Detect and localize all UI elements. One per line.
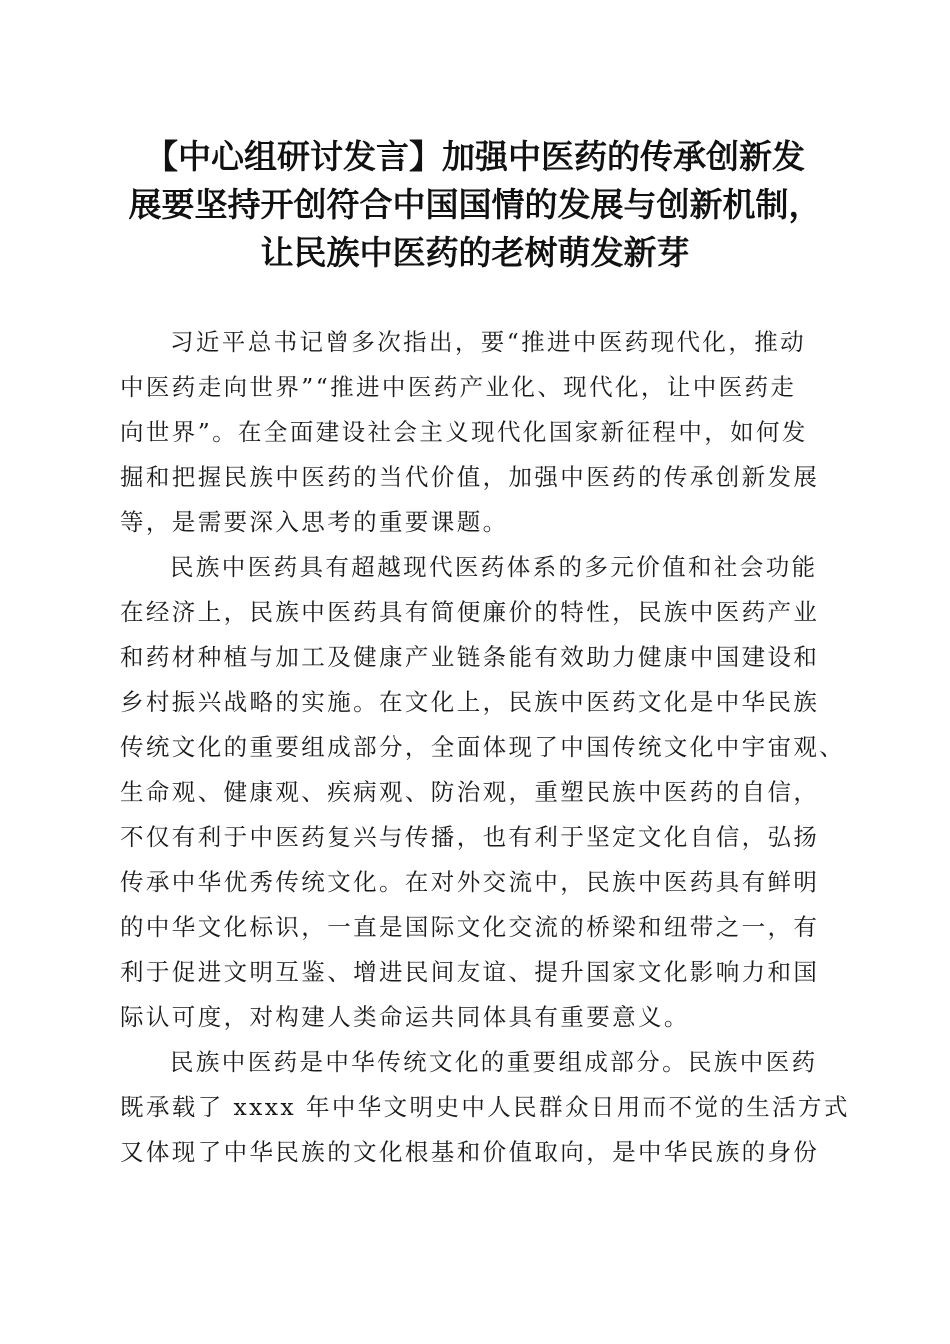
text-line: 的中华文化标识，一直是国际文化交流的桥梁和纽带之一，有	[120, 913, 820, 941]
title-line: 【中心组研讨发言】加强中医药的传承创新发	[145, 137, 805, 176]
text-line: 民族中医药具有超越现代医药体系的多元价值和社会功能	[170, 553, 818, 581]
text-line: 向世界”。在全面建设社会主义现代化国家新征程中，如何发	[120, 418, 808, 446]
paragraph-2	[120, 548, 846, 1043]
paragraph-3	[120, 1043, 850, 1178]
text-line: 等，是需要深入思考的重要课题。	[120, 508, 509, 536]
text-line: 习近平总书记曾多次指出，要“推进中医药现代化，推动	[170, 328, 807, 356]
text-line: 生命观、健康观、疾病观、防治观，重塑民族中医药的自信，	[120, 778, 820, 806]
text-line: 利于促进文明互鉴、增进民间友谊、提升国家文化影响力和国	[120, 958, 820, 986]
text-line: 在经济上，民族中医药具有简便廉价的特性，民族中医药产业	[120, 598, 820, 626]
text-line: 又体现了中华民族的文化根基和价值取向，是中华民族的身份	[120, 1138, 820, 1166]
text-line: 乡村振兴战略的实施。在文化上，民族中医药文化是中华民族	[120, 688, 820, 716]
text-line: 既承载了 xxxx 年中华文明史中人民群众日用而不觉的生活方式	[120, 1093, 850, 1121]
title-line: 让民族中医药的老树萌发新芽	[260, 233, 690, 272]
text-line: 民族中医药是中华传统文化的重要组成部分。民族中医药	[170, 1048, 818, 1076]
document-body	[120, 323, 850, 1178]
text-line: 掘和把握民族中医药的当代价值，加强中医药的传承创新发展	[120, 463, 820, 491]
text-line: 传承中华优秀传统文化。在对外交流中，民族中医药具有鲜明	[120, 868, 820, 896]
paragraph-1	[120, 323, 832, 548]
text-line: 传统文化的重要组成部分，全面体现了中国传统文化中宇宙观、	[120, 733, 846, 761]
title-line: 展要坚持开创符合中国国情的发展与创新机制，	[128, 185, 822, 224]
text-line: 和药材种植与加工及健康产业链条能有效助力健康中国建设和	[120, 643, 820, 671]
text-line: 不仅有利于中医药复兴与传播，也有利于坚定文化自信，弘扬	[120, 823, 820, 851]
text-line: 中医药走向世界”“推进中医药产业化、现代化，让中医药走	[120, 373, 797, 401]
document-title	[110, 133, 840, 277]
text-line: 际认可度，对构建人类命运共同体具有重要意义。	[120, 1003, 690, 1031]
